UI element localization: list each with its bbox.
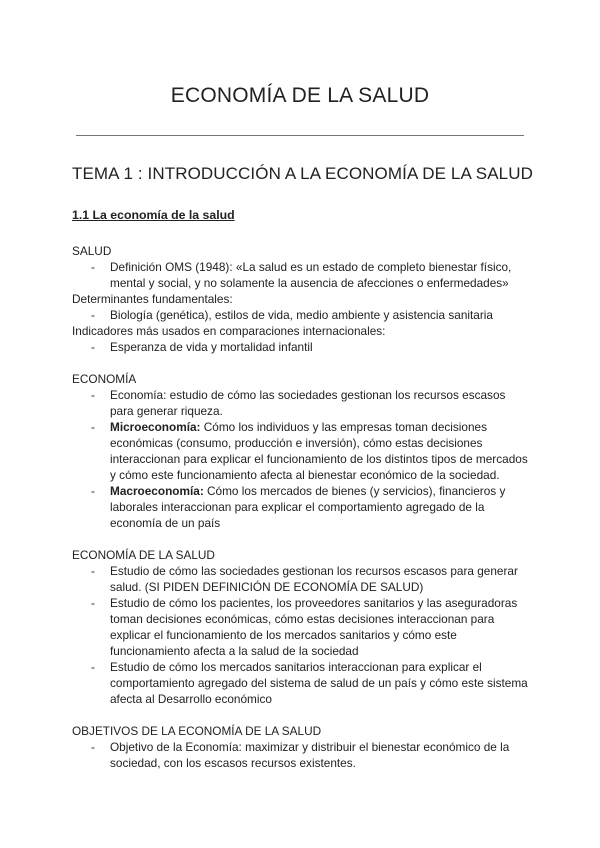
section-economia-salud — [72, 547, 528, 707]
macroeconomia-text: Cómo los mercados de bienes (y servicios), financieros y laborales interaccionan para explicar el comportamiento agregado de la economía de un país — [110, 484, 506, 530]
section-salud — [72, 243, 528, 355]
economia-list — [72, 387, 528, 531]
list-item: - Economía: estudio de cómo las sociedades gestionan los recursos escasos para generar riqueza. — [110, 387, 528, 419]
list-item: - Estudio de cómo los mercados sanitarios interaccionan para explicar el comportamiento agregado del sistema de salud de un país y cómo este sistema afecta al Desarrollo económico — [110, 659, 528, 707]
chapter-heading: TEMA 1 : INTRODUCCIÓN A LA ECONOMÍA DE LA SALUD — [72, 164, 533, 183]
document-title: ECONOMÍA DE LA SALUD — [170, 84, 430, 108]
determinantes-label: Determinantes fundamentales: — [72, 292, 233, 306]
section-subheading: 1.1 La economía de la salud — [72, 208, 235, 222]
indicadores-list — [72, 339, 528, 355]
salud-list — [72, 259, 528, 291]
list-item-microeconomia — [110, 419, 528, 483]
term-macroeconomia: Macroeconomía: — [110, 484, 204, 498]
list-item: - Objetivo de la Economía: maximizar y distribuir el bienestar económico de la sociedad, con los escasos recursos existentes. — [110, 739, 528, 771]
objetivos-list — [72, 739, 528, 771]
section-label-salud: SALUD — [72, 244, 112, 258]
determinantes-list — [72, 307, 528, 323]
list-item: - Estudio de cómo los pacientes, los proveedores sanitarios y las aseguradoras toman decisiones económicas, cómo estas decisiones interaccionan para explicar el funcionamiento de los mercados sanitarios y cómo este funcionamiento afecta a la salud de la sociedad — [110, 595, 528, 659]
list-item: - Estudio de cómo las sociedades gestionan los recursos escasos para generar salud. (SI PIDEN DEFINICIÓN DE ECONOMÍA DE SALUD) — [110, 563, 528, 595]
section-label-economia-salud: ECONOMÍA DE LA SALUD — [72, 548, 215, 562]
list-item: - Definición OMS (1948): «La salud es un estado de completo bienestar físico, mental y social, y no solamente la ausencia de afecciones o enfermedades» — [110, 259, 528, 291]
economia-salud-list — [72, 563, 528, 707]
microeconomia-text: Cómo los individuos y las empresas toman decisiones económicas (consumo, producción e inversión), cómo estas decisiones interaccionan para explicar el funcionamiento de los distintos tipos de mercados y cómo este funcionamiento afecta al bienestar económico de la sociedad. — [110, 420, 528, 482]
term-microeconomia: Microeconomía: — [110, 420, 201, 434]
list-item-macroeconomia — [110, 483, 528, 531]
document-body — [72, 207, 528, 787]
indicadores-label: Indicadores más usados en comparaciones internacionales: — [72, 324, 386, 338]
title-divider — [76, 135, 524, 136]
section-label-objetivos: OBJETIVOS DE LA ECONOMÍA DE LA SALUD — [72, 724, 322, 738]
section-objetivos — [72, 723, 528, 771]
section-economia — [72, 371, 528, 531]
section-label-economia: ECONOMÍA — [72, 372, 137, 386]
list-item: - Esperanza de vida y mortalidad infantil — [110, 339, 528, 355]
list-item: - Biología (genética), estilos de vida, medio ambiente y asistencia sanitaria — [110, 307, 528, 323]
